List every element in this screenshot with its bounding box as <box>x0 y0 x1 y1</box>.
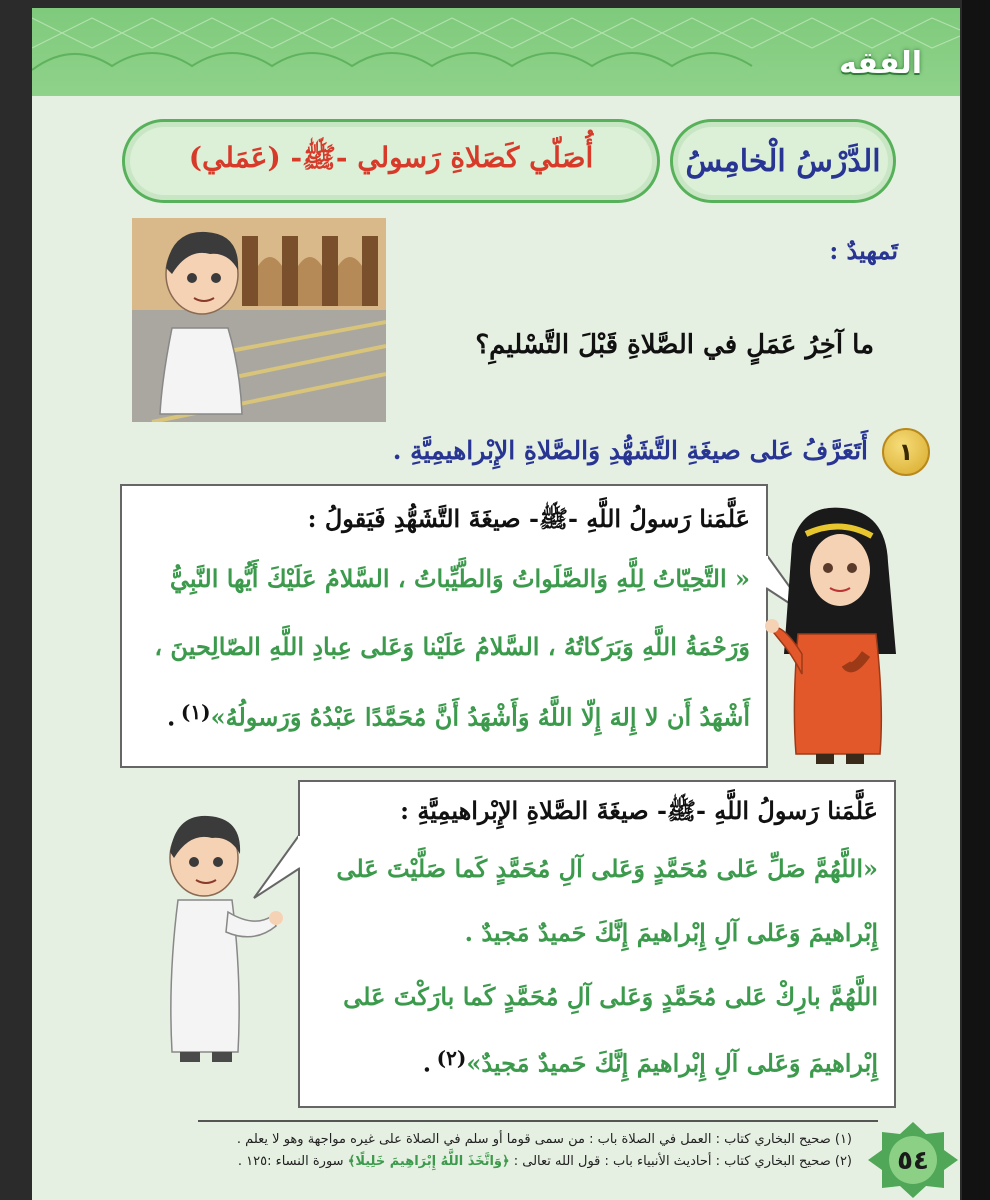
boy-sitting-in-mosque-illustration <box>132 218 386 422</box>
tashahhud-speech-box <box>120 484 768 768</box>
subject-title: الفقه <box>839 46 922 81</box>
boy-in-thobe-illustration <box>142 808 292 1070</box>
intro-label: تَمهيدٌ : <box>829 236 898 265</box>
tashahhud-line: « التَّحِيّاتُ لِلَّهِ وَالصَّلَواتُ وَالطَّيِّباتُ ، السَّلامُ عَلَيْكَ أَيُّها النَّبِيُّ <box>169 564 750 593</box>
ibrahimiyyah-lead: عَلَّمَنا رَسولُ اللَّهِ -ﷺ- صيغَةَ الصَّلاةِ الإِبْراهيمِيَّةِ : <box>400 796 878 825</box>
end-mark: . <box>166 702 176 732</box>
footnote-2-quran: ﴿وَاتَّخَذَ اللَّهُ إِبْرَاهِيمَ خَلِيلًا﴾ <box>347 1154 510 1169</box>
ibrahimiyyah-last-line <box>423 1046 878 1077</box>
footnote-2 <box>238 1154 852 1169</box>
intro-question: ما آخِرُ عَمَلٍ في الصَّلاةِ قَبْلَ التَّسْليمِ؟ <box>475 330 874 360</box>
girl-in-hijab-illustration <box>762 504 912 774</box>
lesson-title: أُصَلّي كَصَلاةِ رَسولي -ﷺ- (عَمَلي) <box>122 119 660 203</box>
footnote-1: (١) صحيح البخاري كتاب : العمل في الصلاة باب : من سمى قوما أو سلم في الصلاة على غيره مواجهة وهو لا يعلم . <box>236 1132 852 1147</box>
footnote-2-prefix: (٢) صحيح البخاري كتاب : أحاديث الأنبياء باب : قول الله تعالى : <box>513 1154 852 1169</box>
lesson-number-label: الدَّرْسُ الْخامِسُ <box>670 119 896 203</box>
ibrahimiyyah-speech-box <box>298 780 896 1108</box>
arabesque-pattern <box>32 8 960 96</box>
header-banner <box>32 8 960 96</box>
section-number-badge: ١ <box>882 428 930 476</box>
page-edge <box>962 0 990 1200</box>
section-title: أَتَعَرَّفُ عَلى صيغَةِ التَّشَهُّدِ وَالصَّلاةِ الإِبْراهيمِيَّةِ . <box>392 436 868 465</box>
ibrahimiyyah-line: إِبْراهيمَ وَعَلى آلِ إِبْراهيمَ إِنَّكَ حَميدٌ مَجيدٌ» <box>466 1048 878 1078</box>
tashahhud-lead: عَلَّمَنا رَسولُ اللَّهِ -ﷺ- صيغَةَ التَّشَهُّدِ فَيَقولُ : <box>307 504 750 533</box>
footnote-mark: (١) <box>180 700 211 724</box>
footnote-rule <box>198 1120 878 1122</box>
tashahhud-line: أَشْهَدُ أَن لا إِلهَ إِلّا اللَّهُ وَأَشْهَدُ أَنَّ مُحَمَّدًا عَبْدُهُ وَرَسولُهُ» <box>210 702 750 732</box>
end-mark: . <box>422 1048 432 1078</box>
ibrahimiyyah-line: إِبْراهيمَ وَعَلى آلِ إِبْراهيمَ إِنَّكَ حَميدٌ مَجيدٌ . <box>464 918 878 947</box>
page-number: ٥٤ <box>897 1146 929 1176</box>
tashahhud-line: وَرَحْمَةُ اللَّهِ وَبَرَكاتُهُ ، السَّلامُ عَلَيْنا وَعَلى عِبادِ اللَّهِ الصّالِحينَ ، <box>154 632 750 661</box>
ibrahimiyyah-line: اللَّهُمَّ بارِكْ عَلى مُحَمَّدٍ وَعَلى آلِ مُحَمَّدٍ كَما بارَكْتَ عَلى <box>343 982 878 1011</box>
textbook-page <box>32 8 960 1200</box>
footnote-2-suffix: سورة النساء :١٢٥ . <box>237 1154 344 1169</box>
footnote-mark: (٢) <box>436 1046 467 1070</box>
ibrahimiyyah-line: «اللَّهُمَّ صَلِّ عَلى مُحَمَّدٍ وَعَلى آلِ مُحَمَّدٍ كَما صَلَّيْتَ عَلى <box>336 854 878 883</box>
tashahhud-last-line <box>167 700 750 731</box>
